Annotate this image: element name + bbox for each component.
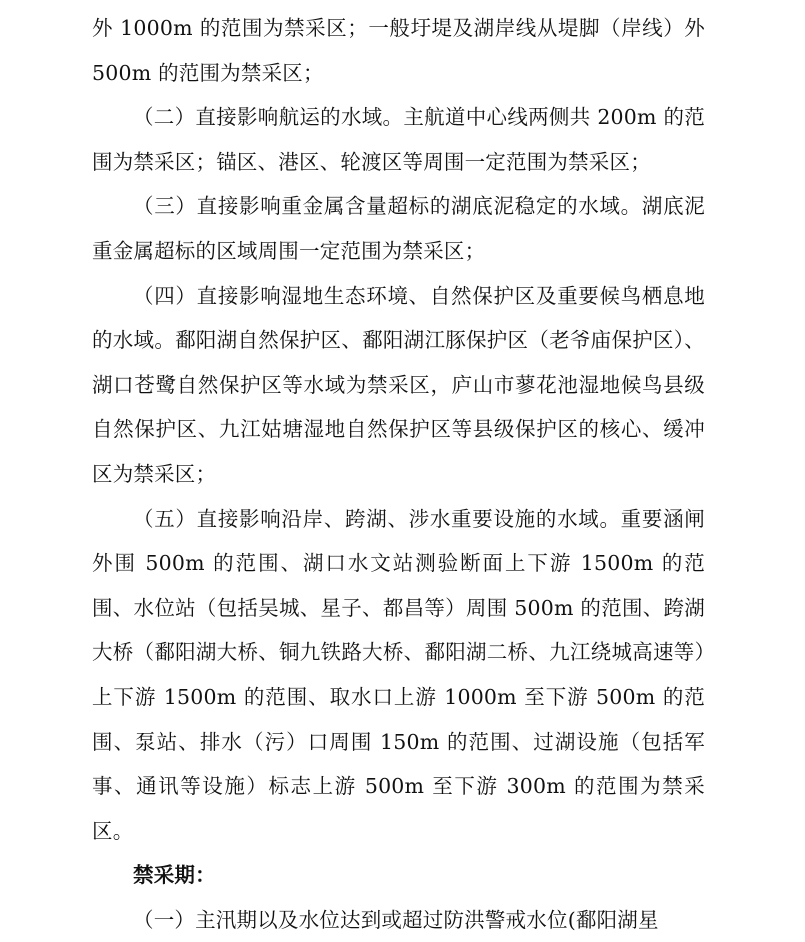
paragraph-continued-1000m: 外 1000m 的范围为禁采区；一般圩堤及湖岸线从堤脚（岸线）外 500m 的范围为禁采区； — [92, 16, 705, 85]
heading-closed-season: 禁采期： — [133, 863, 216, 888]
paragraph-item-5-facilities: （五）直接影响沿岸、跨湖、涉水重要设施的水域。重要涵闸外围 500m 的范围、湖口水文站测验断面上下游 1500m 的范围、水位站（包括吴城、星子、都昌等）周围 500m 的范围、跨湖大桥（鄱阳湖大桥、铜九铁路大桥、鄱阳湖二桥、九江绕城高速等）上下游 1500m 的范围、取水口上游 1000m 至下游 500m 的范围、泵站、排水（污）口周围 150m 的范围、过湖设施（包括军事、通讯等设施）标志上游 500m 至下游 300m 的范围为禁采区。 — [92, 506, 705, 843]
paragraph-item-3-heavy-metal: （三）直接影响重金属含量超标的湖底泥稳定的水域。湖底泥重金属超标的区域周围一定范围为禁采区； — [92, 194, 705, 263]
paragraph-item-1-flood-season: （一）主汛期以及水位达到或超过防洪警戒水位(鄱阳湖星 — [133, 907, 659, 932]
paragraph-item-2-navigation: （二）直接影响航运的水域。主航道中心线两侧共 200m 的范围为禁采区；锚区、港区、轮渡区等周围一定范围为禁采区； — [92, 105, 705, 174]
paragraph-item-4-wetland: （四）直接影响湿地生态环境、自然保护区及重要候鸟栖息地的水域。鄱阳湖自然保护区、鄱阳湖江豚保护区（老爷庙保护区）、湖口苍鹭自然保护区等水域为禁采区，庐山市蓼花池湿地候鸟县级自然保护区、九江姑塘湿地自然保护区等县级保护区的核心、缓冲区为禁采区； — [92, 283, 705, 486]
